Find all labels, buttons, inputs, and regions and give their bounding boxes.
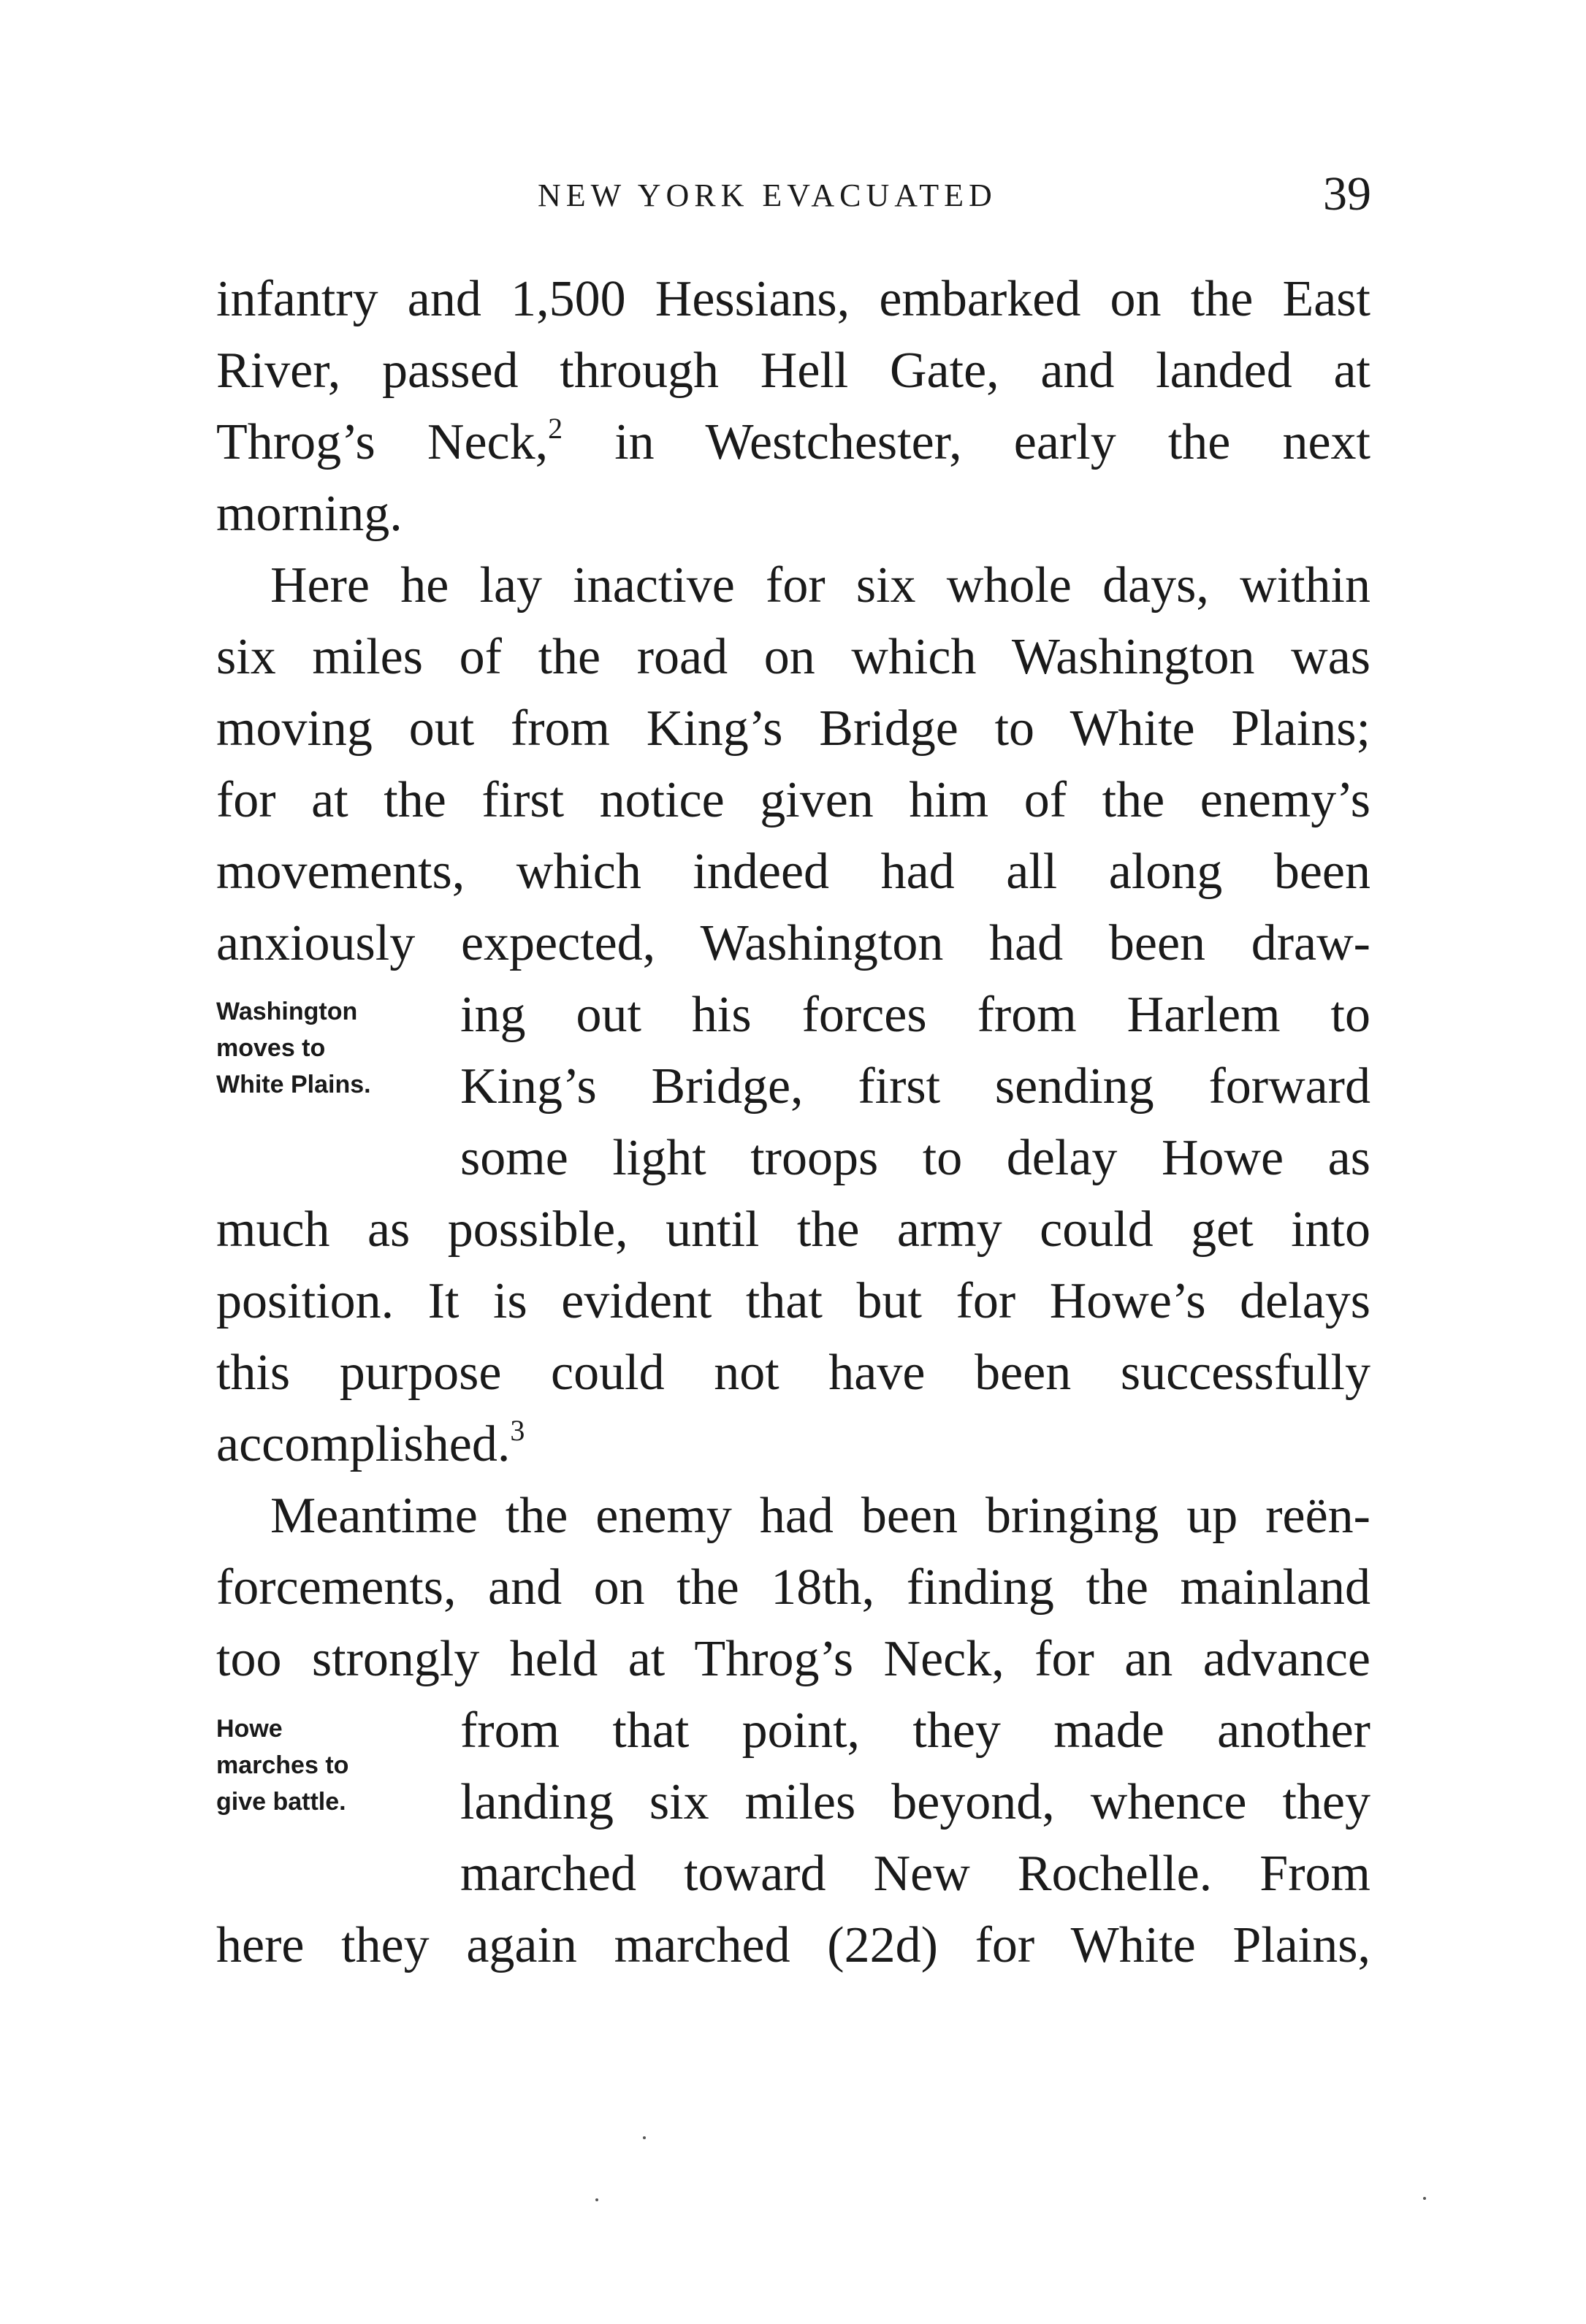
text-span: Throg’s Neck, [216, 414, 549, 470]
marginal-note [216, 993, 371, 1103]
marginal-note-line: Washington [216, 998, 358, 1025]
paper-speck [1423, 2197, 1426, 2200]
text-line [216, 1408, 1370, 1481]
text-line: movements, which indeed had all along been [216, 844, 1370, 900]
text-line: forcements, and on the 18th, finding the mainland [216, 1559, 1370, 1616]
marginal-note-line: moves to [216, 1034, 326, 1062]
marginal-note-line: White Plains. [216, 1071, 371, 1098]
running-head [0, 167, 1586, 232]
running-title: NEW YORK EVACUATED [538, 177, 997, 213]
text-line: position. It is evident that but for Howe’s delays [216, 1273, 1370, 1329]
text-line [216, 406, 1370, 479]
text-line: infantry and 1,500 Hessians, embarked on the East [216, 271, 1370, 327]
marginal-note [216, 1710, 348, 1820]
marginal-note-line: Howe [216, 1715, 283, 1743]
text-line: King’s Bridge, first sending forward [460, 1058, 1370, 1115]
text-line: Here he lay inactive for six whole days, within [270, 557, 1370, 614]
text-line: too strongly held at Throg’s Neck, for an advance [216, 1631, 1370, 1687]
text-line: for at the first notice given him of the enemy’s [216, 772, 1370, 828]
marginal-note-line: marches to [216, 1751, 349, 1779]
marginal-note-line: give battle. [216, 1788, 346, 1816]
text-line: morning. [216, 486, 403, 542]
paper-speck [595, 2198, 598, 2201]
text-line: six miles of the road on which Washington was [216, 629, 1370, 685]
text-line: here they again marched (22d) for White Plains, [216, 1917, 1370, 1973]
text-line: marched toward New Rochelle. From [460, 1846, 1370, 1902]
text-line: landing six miles beyond, whence they [460, 1774, 1370, 1830]
footnote-ref: 2 [548, 412, 563, 445]
paper-speck [643, 2136, 646, 2139]
text-span: accomplished. [216, 1416, 511, 1472]
text-span: in Westchester, early the next [563, 414, 1371, 470]
text-line: much as possible, until the army could get into [216, 1201, 1370, 1258]
page-number: 39 [1323, 167, 1371, 221]
text-line: anxiously expected, Washington had been draw- [216, 915, 1370, 971]
text-line: Meantime the enemy had been bringing up reën- [270, 1488, 1370, 1544]
text-line: from that point, they made another [460, 1702, 1370, 1759]
text-line: ing out his forces from Harlem to [460, 987, 1370, 1043]
text-line: some light troops to delay Howe as [460, 1130, 1370, 1186]
text-line: this purpose could not have been successfully [216, 1345, 1370, 1401]
text-line: moving out from King’s Bridge to White Plains; [216, 700, 1370, 757]
footnote-ref: 3 [510, 1414, 525, 1447]
text-line: River, passed through Hell Gate, and landed at [216, 343, 1370, 399]
